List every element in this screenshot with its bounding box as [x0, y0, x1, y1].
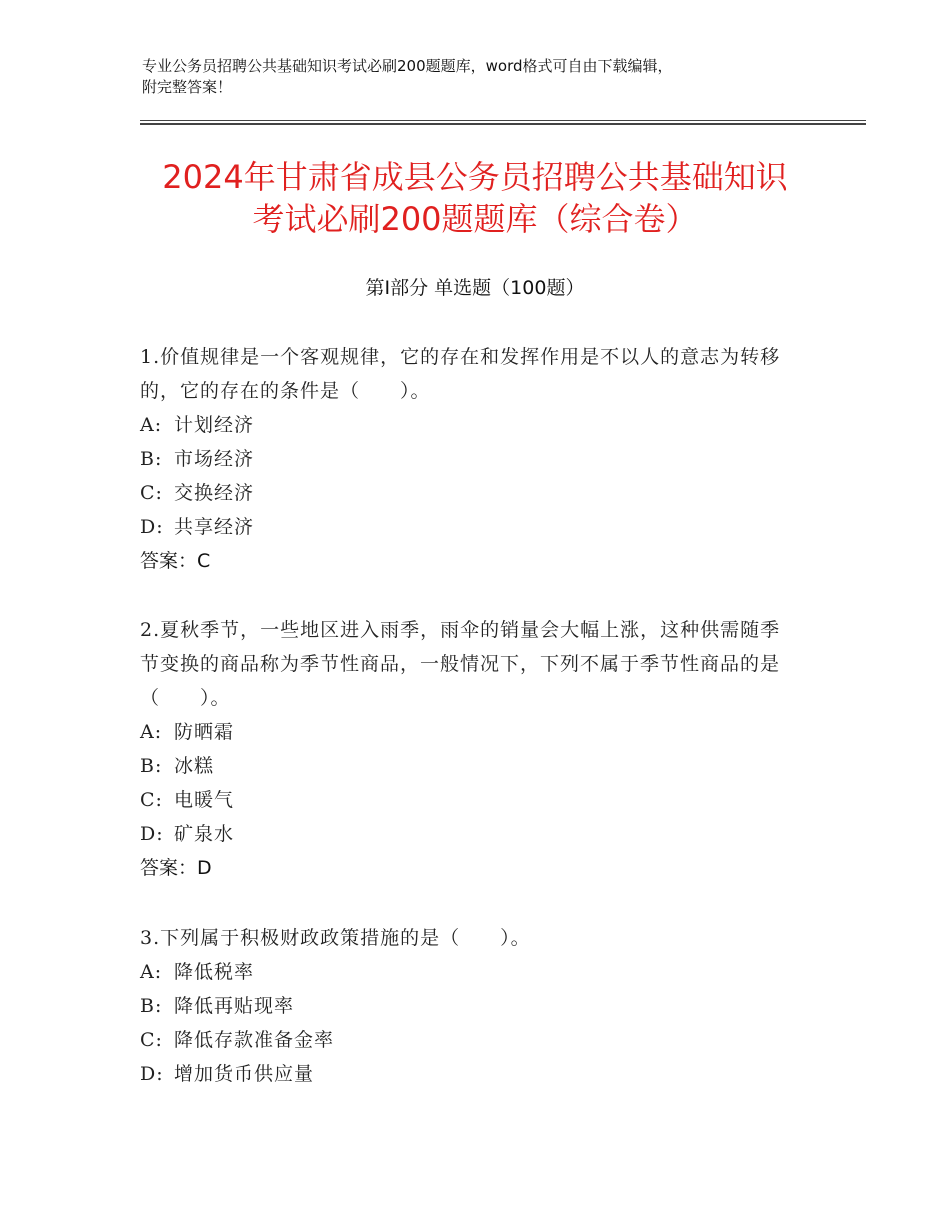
option-text: 防晒霜 — [174, 721, 235, 743]
option-text: 降低存款准备金率 — [174, 1029, 335, 1051]
option-letter: A: — [140, 721, 163, 743]
option-letter: A: — [140, 414, 163, 436]
option-a — [140, 955, 800, 989]
option-letter: D: — [140, 1063, 164, 1085]
section-heading: 第Ⅰ部分 单选题（100题） — [365, 277, 585, 299]
option-text: 共享经济 — [174, 516, 255, 538]
answer: 答案：C — [140, 550, 211, 572]
question-1 — [140, 340, 800, 578]
header-divider-thick — [140, 123, 866, 125]
question-stem: 3.下列属于积极财政政策措施的是（ ）。 — [140, 927, 531, 949]
option-letter: C: — [140, 1029, 163, 1051]
option-c — [140, 783, 800, 817]
option-d — [140, 817, 800, 851]
option-text: 冰糕 — [174, 755, 215, 777]
option-letter: A: — [140, 961, 163, 983]
option-letter: D: — [140, 823, 164, 845]
option-letter: B: — [140, 995, 163, 1017]
option-text: 计划经济 — [174, 414, 255, 436]
option-letter: C: — [140, 789, 163, 811]
question-stem: 2.夏秋季节，一些地区进入雨季，雨伞的销量会大幅上涨，这种供需随季节变换的商品称为季节性商品，一般情况下，下列不属于季节性商品的是（ ）。 — [140, 619, 781, 709]
header-divider-thin — [140, 120, 866, 121]
question-stem: 1.价值规律是一个客观规律，它的存在和发挥作用是不以人的意志为转移的，它的存在的条件是（ ）。 — [140, 346, 781, 402]
option-letter: B: — [140, 755, 163, 777]
option-a — [140, 715, 800, 749]
header-note-line-2: 附完整答案！ — [142, 78, 233, 96]
option-letter: C: — [140, 482, 163, 504]
option-c — [140, 1023, 800, 1057]
option-d — [140, 510, 800, 544]
option-a — [140, 408, 800, 442]
document-title-line-2: 考试必刷200题题库（综合卷） — [252, 200, 698, 238]
document-title — [100, 156, 850, 240]
option-text: 降低再贴现率 — [174, 995, 295, 1017]
option-letter: B: — [140, 448, 163, 470]
option-c — [140, 476, 800, 510]
document-title-line-1: 2024年甘肃省成县公务员招聘公共基础知识 — [162, 158, 788, 196]
header-note — [142, 56, 822, 98]
question-3 — [140, 921, 800, 1091]
option-text: 增加货币供应量 — [174, 1063, 315, 1085]
question-2 — [140, 613, 800, 885]
option-b — [140, 989, 800, 1023]
option-text: 降低税率 — [174, 961, 255, 983]
option-text: 交换经济 — [174, 482, 255, 504]
header-note-line-1: 专业公务员招聘公共基础知识考试必刷200题题库，word格式可自由下载编辑， — [142, 57, 673, 75]
option-text: 电暖气 — [174, 789, 235, 811]
answer: 答案：D — [140, 857, 212, 879]
option-text: 矿泉水 — [174, 823, 235, 845]
option-letter: D: — [140, 516, 164, 538]
option-b — [140, 442, 800, 476]
option-b — [140, 749, 800, 783]
option-text: 市场经济 — [174, 448, 255, 470]
option-d — [140, 1057, 800, 1091]
